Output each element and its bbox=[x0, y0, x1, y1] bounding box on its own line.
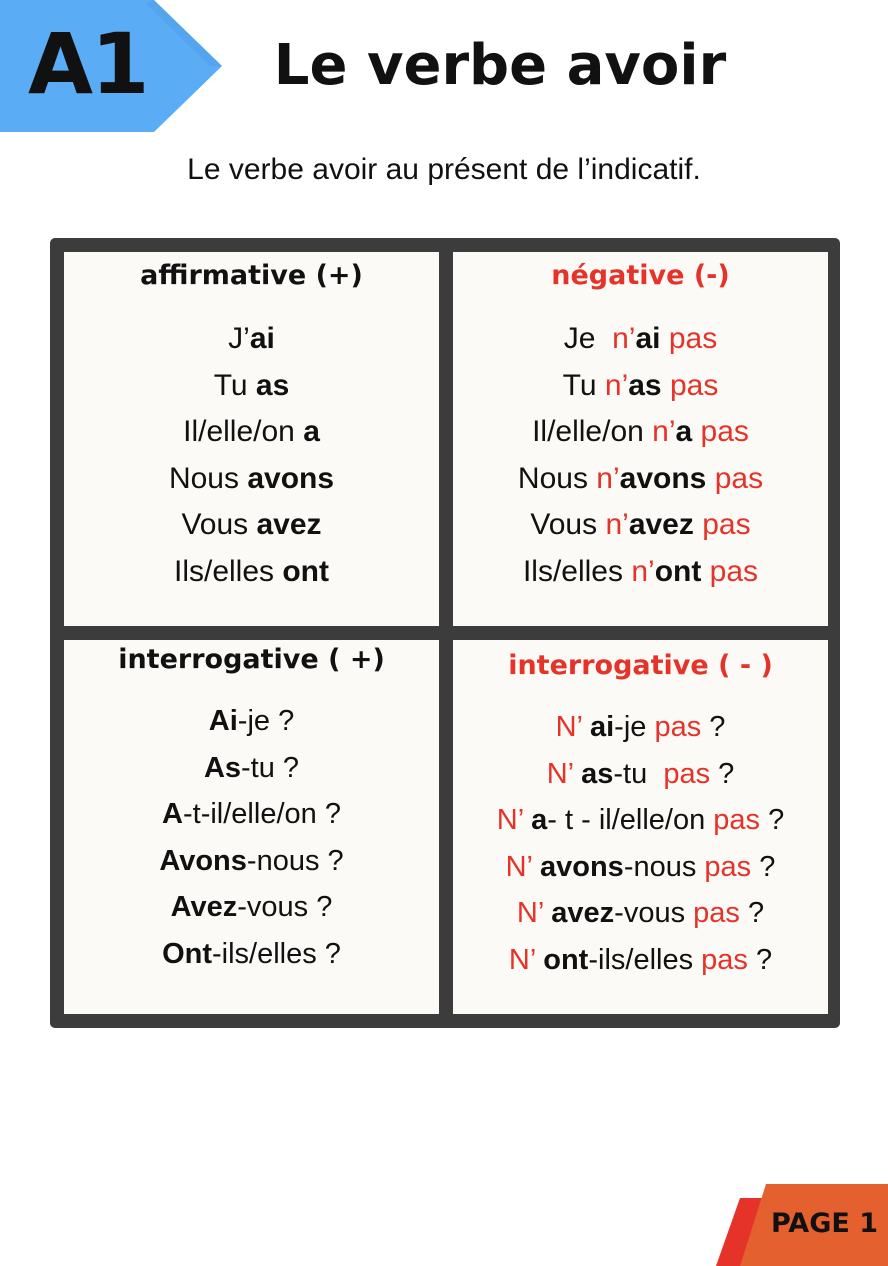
conjugation-line bbox=[64, 549, 439, 596]
conjugation-line bbox=[64, 931, 439, 978]
line-text: -tu ? bbox=[241, 751, 300, 784]
line-text: Il/elle/on bbox=[532, 415, 653, 448]
verb-form: as bbox=[628, 368, 662, 402]
line-text: -t-il/elle/on ? bbox=[182, 798, 341, 830]
conjugation-line bbox=[64, 409, 439, 456]
verb-form: avons bbox=[619, 461, 707, 495]
verb-form: A bbox=[162, 798, 183, 830]
verb-form: ont bbox=[282, 554, 329, 588]
level-badge bbox=[0, 0, 222, 132]
negation-particle: pas bbox=[693, 508, 751, 541]
line-text: -nous bbox=[623, 850, 705, 883]
cell-heading: négative (-) bbox=[551, 260, 730, 291]
conjugation-line bbox=[64, 698, 439, 745]
conjugation-line bbox=[453, 704, 828, 751]
verb-form: Ont bbox=[162, 937, 212, 970]
cell-heading: interrogative ( +) bbox=[118, 644, 385, 675]
conjugation-line bbox=[453, 797, 828, 844]
verb-form: avons bbox=[539, 850, 624, 883]
conjugation-line bbox=[453, 751, 828, 798]
line-text: Ils/elles bbox=[522, 554, 632, 588]
conjugation-line bbox=[453, 937, 828, 984]
conjugation-line bbox=[453, 549, 828, 596]
negation-particle: pas bbox=[704, 850, 752, 883]
line-text: ? bbox=[701, 711, 726, 743]
conjugation-line bbox=[453, 844, 828, 891]
negation-particle: N’ bbox=[508, 943, 544, 976]
line-text: Il/elle/on bbox=[183, 415, 304, 448]
page-subtitle: Le verbe avoir au présent de l’indicatif. bbox=[187, 153, 701, 186]
negation-particle: pas bbox=[663, 757, 711, 790]
verb-form: ai bbox=[249, 322, 275, 355]
verb-form: Ai bbox=[208, 705, 238, 737]
negation-particle: N’ bbox=[505, 850, 540, 883]
line-text: -nous ? bbox=[246, 844, 344, 877]
negation-particle: pas bbox=[713, 804, 761, 836]
cell-interrogative-positive bbox=[64, 640, 439, 1014]
line-text: ? bbox=[747, 943, 773, 976]
conjugation-list bbox=[64, 316, 439, 595]
negation-particle: pas bbox=[701, 943, 748, 976]
conjugation-line bbox=[453, 890, 828, 937]
cell-negative bbox=[453, 252, 828, 626]
line-text: Vous bbox=[181, 508, 257, 541]
verb-form: a bbox=[675, 415, 693, 448]
conjugation-line bbox=[64, 745, 439, 792]
line-text: Tu bbox=[213, 368, 256, 402]
verb-form: ai bbox=[589, 711, 615, 743]
conjugation-line bbox=[453, 363, 828, 410]
cell-heading: interrogative ( - ) bbox=[508, 650, 773, 681]
line-text: Je bbox=[563, 322, 613, 355]
negation-particle: n’ bbox=[631, 554, 655, 588]
verb-form: Avez bbox=[170, 891, 238, 923]
conjugation-line bbox=[64, 884, 439, 931]
verb-form: avez bbox=[628, 508, 694, 541]
verb-form: a bbox=[303, 415, 320, 448]
conjugation-line bbox=[64, 838, 439, 885]
verb-form: as bbox=[255, 368, 290, 402]
conjugation-line bbox=[453, 502, 828, 549]
line-text: Tu bbox=[562, 368, 605, 402]
verb-form: As bbox=[203, 751, 242, 784]
line-text: ? bbox=[710, 757, 735, 790]
level-label: A1 bbox=[28, 15, 148, 113]
line-text: Vous bbox=[530, 508, 606, 541]
negation-particle: n’ bbox=[605, 508, 629, 541]
conjugation-line bbox=[453, 316, 828, 363]
negation-particle: N’ bbox=[546, 757, 582, 790]
line-text: J’ bbox=[228, 322, 250, 355]
line-text: Ils/elles bbox=[173, 554, 283, 588]
line-text: ? bbox=[739, 897, 765, 929]
line-text: Nous bbox=[168, 461, 248, 495]
line-text: Nous bbox=[517, 461, 597, 495]
conjugation-line bbox=[64, 791, 439, 838]
verb-form: a bbox=[531, 804, 548, 836]
page-number: PAGE 1 bbox=[771, 1208, 878, 1239]
line-text: -ils/elles bbox=[588, 943, 702, 976]
negation-particle: pas bbox=[692, 415, 749, 448]
verb-form: avez bbox=[551, 897, 615, 929]
verb-form: ont bbox=[654, 554, 702, 588]
negation-particle: N’ bbox=[516, 897, 552, 929]
conjugation-list bbox=[453, 316, 828, 595]
negation-particle: n’ bbox=[596, 461, 620, 495]
negation-particle: N’ bbox=[555, 711, 590, 743]
conjugation-line bbox=[64, 502, 439, 549]
negation-particle: n’ bbox=[652, 415, 676, 448]
verb-form: avons bbox=[247, 461, 335, 495]
line-text: ? bbox=[751, 850, 776, 883]
line-text: -tu bbox=[613, 757, 664, 790]
negation-particle: pas bbox=[660, 322, 718, 355]
conjugation-line bbox=[64, 456, 439, 503]
verb-form: Avons bbox=[159, 844, 247, 877]
conjugation-grid bbox=[50, 238, 840, 1028]
page-badge bbox=[716, 1184, 888, 1266]
conjugation-line bbox=[453, 456, 828, 503]
verb-form: avez bbox=[256, 508, 322, 541]
cell-affirmative bbox=[64, 252, 439, 626]
negation-particle: pas bbox=[661, 368, 719, 402]
line-text: -vous bbox=[614, 897, 694, 929]
line-text: -vous ? bbox=[237, 891, 333, 923]
page-title: Le verbe avoir bbox=[273, 33, 727, 98]
verb-form: ont bbox=[543, 943, 589, 976]
line-text: ? bbox=[760, 804, 785, 836]
line-text: -ils/elles ? bbox=[212, 937, 341, 970]
negation-particle: n’ bbox=[604, 368, 629, 402]
cell-interrogative-negative bbox=[453, 640, 828, 1014]
negation-particle: pas bbox=[654, 711, 702, 743]
verb-form: as bbox=[581, 757, 614, 790]
conjugation-list bbox=[64, 698, 439, 977]
negation-particle: pas bbox=[693, 897, 740, 929]
negation-particle: pas bbox=[701, 554, 759, 588]
line-text: - t - il/elle/on bbox=[547, 804, 714, 836]
line-text: -je ? bbox=[237, 705, 295, 737]
line-text: -je bbox=[614, 711, 655, 743]
negation-particle: n’ bbox=[612, 322, 636, 355]
conjugation-line bbox=[64, 363, 439, 410]
conjugation-list bbox=[453, 704, 828, 983]
conjugation-line bbox=[453, 409, 828, 456]
verb-form: ai bbox=[635, 322, 661, 355]
cell-heading: affirmative (+) bbox=[140, 260, 363, 291]
conjugation-line bbox=[64, 316, 439, 363]
negation-particle: N’ bbox=[496, 804, 532, 836]
negation-particle: pas bbox=[706, 461, 764, 495]
